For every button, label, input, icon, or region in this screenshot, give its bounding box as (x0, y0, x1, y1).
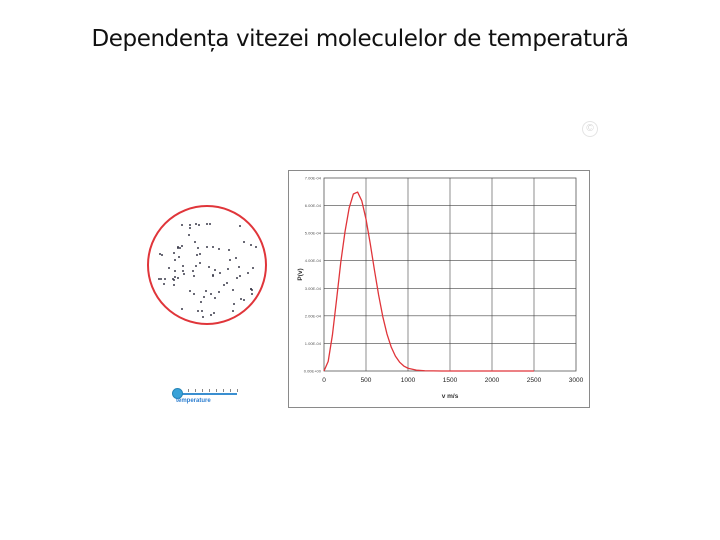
molecule-dot (214, 297, 216, 299)
molecule-dot (208, 266, 210, 268)
slider-tick (216, 389, 217, 392)
molecule-dot (236, 277, 238, 279)
y-tick-label: 0.00E+00 (303, 368, 321, 374)
molecule-dot (199, 262, 201, 264)
slider-tick (188, 389, 189, 392)
molecule-dot (181, 224, 183, 226)
molecule-dot (195, 265, 197, 267)
molecule-dot (164, 278, 166, 280)
molecule-dot (197, 247, 199, 249)
molecule-dot (240, 298, 242, 300)
molecule-dot (173, 252, 175, 254)
molecule-dot (194, 241, 196, 243)
molecule-dot (195, 223, 197, 225)
molecule-dot (255, 246, 257, 248)
molecule-dot (183, 273, 185, 275)
molecule-dot (177, 277, 179, 279)
y-tick-label: 5.00E-04 (304, 230, 321, 236)
molecule-dot (235, 257, 237, 259)
molecule-dot (238, 266, 240, 268)
temperature-slider[interactable] (170, 386, 240, 408)
molecule-dot (203, 296, 205, 298)
x-tick-label: 500 (360, 377, 372, 384)
slider-tick (209, 389, 210, 392)
molecule-dot (173, 279, 175, 281)
y-tick-label: 2.00E-04 (304, 313, 321, 319)
molecule-dot (174, 276, 176, 278)
molecule-dot (173, 284, 175, 286)
molecule-dot (181, 245, 183, 247)
molecule-dot (200, 301, 202, 303)
molecule-dot (163, 283, 165, 285)
molecule-dot (233, 303, 235, 305)
molecule-dot (174, 270, 176, 272)
temperature-label: temperature (176, 398, 211, 404)
x-tick-label: 3000 (568, 377, 584, 384)
molecule-dot (181, 308, 183, 310)
molecule-dot (196, 254, 198, 256)
molecule-dot (218, 248, 220, 250)
y-tick-label: 1.00E-04 (304, 340, 321, 346)
molecule-dot (243, 299, 245, 301)
molecule-dot (159, 253, 161, 255)
molecule-dot (206, 246, 208, 248)
molecule-dot (229, 259, 231, 261)
x-tick-label: 2500 (526, 377, 542, 384)
copyright-icon: © (582, 121, 598, 137)
x-tick-label: 1000 (400, 377, 416, 384)
molecule-dot (201, 310, 203, 312)
molecule-dot (239, 225, 241, 227)
molecule-dot (202, 316, 204, 318)
molecule-dot (168, 267, 170, 269)
y-axis-label: P(v) (297, 268, 304, 281)
molecule-dot (189, 227, 191, 229)
molecule-dot (182, 270, 184, 272)
molecule-dot (250, 244, 252, 246)
molecule-dot (239, 275, 241, 277)
molecule-dot (214, 269, 216, 271)
molecule-dot (198, 224, 200, 226)
molecule-dot (199, 253, 201, 255)
molecule-dot (193, 293, 195, 295)
molecule-dot (212, 274, 214, 276)
molecule-dot (219, 272, 221, 274)
slider-tick (223, 389, 224, 392)
molecule-dot (158, 278, 160, 280)
x-tick-label: 0 (322, 377, 326, 384)
temperature-track (180, 393, 237, 395)
slide-title: Dependența vitezei moleculelor de temperatură (91, 26, 629, 52)
molecule-dot (228, 249, 230, 251)
y-tick-label: 6.00E-04 (304, 203, 321, 209)
molecule-dot (210, 293, 212, 295)
molecule-dot (250, 288, 252, 290)
molecule-dot (232, 310, 234, 312)
molecule-dot (232, 289, 234, 291)
molecule-dot (161, 254, 163, 256)
slider-tick (202, 389, 203, 392)
molecule-dot (189, 290, 191, 292)
chart-svg (289, 171, 589, 407)
molecule-dot (223, 284, 225, 286)
molecule-dot (178, 256, 180, 258)
molecule-dot (212, 246, 214, 248)
molecule-simulation-container (147, 205, 267, 325)
molecule-dot (226, 282, 228, 284)
molecule-dot (206, 223, 208, 225)
molecule-dot (251, 293, 253, 295)
molecule-dot (174, 259, 176, 261)
molecule-dot (205, 290, 207, 292)
molecule-dot (213, 312, 215, 314)
molecule-dot (197, 310, 199, 312)
molecule-dot (188, 234, 190, 236)
molecule-dot (243, 241, 245, 243)
molecule-dot (182, 265, 184, 267)
molecule-dot (160, 278, 162, 280)
slider-tick (230, 389, 231, 392)
molecule-dot (193, 275, 195, 277)
y-tick-label: 4.00E-04 (304, 258, 321, 264)
x-tick-label: 2000 (484, 377, 500, 384)
slider-tick (237, 389, 238, 392)
x-axis-label: v m/s (441, 393, 459, 400)
y-tick-label: 7.00E-04 (304, 175, 321, 181)
molecule-dot (209, 223, 211, 225)
molecule-dot (189, 224, 191, 226)
molecule-dot (247, 272, 249, 274)
molecule-dot (179, 247, 181, 249)
molecule-dot (252, 267, 254, 269)
molecule-dot (192, 270, 194, 272)
speed-distribution-chart (288, 170, 590, 408)
slider-tick (195, 389, 196, 392)
molecule-dot (227, 268, 229, 270)
molecule-dot (210, 314, 212, 316)
y-tick-label: 3.00E-04 (304, 285, 321, 291)
x-tick-label: 1500 (442, 377, 458, 384)
molecule-dot (218, 291, 220, 293)
